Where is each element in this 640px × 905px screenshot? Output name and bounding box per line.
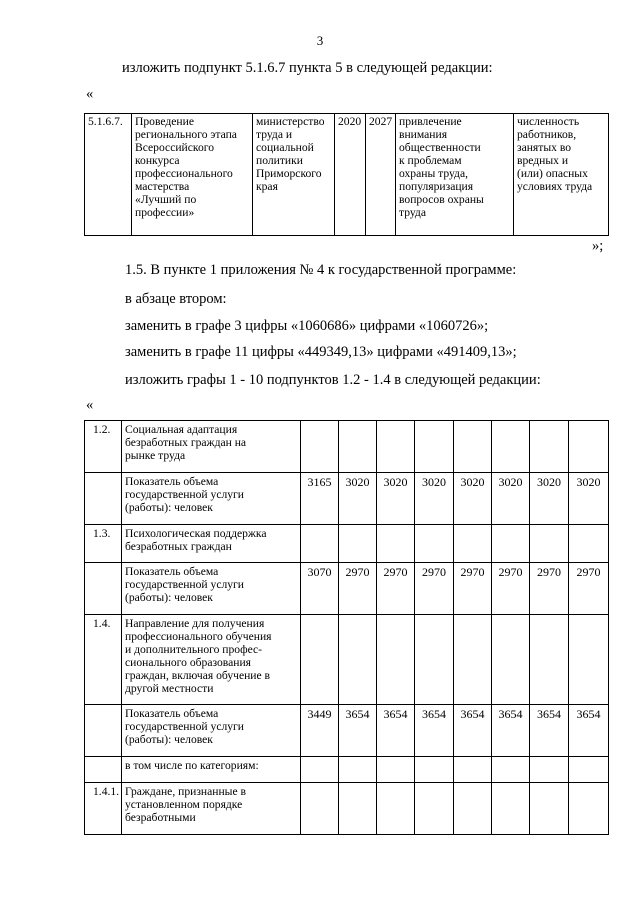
text-line: министерство bbox=[256, 115, 325, 128]
cell-value bbox=[569, 421, 609, 473]
cell-value: 3165 bbox=[301, 473, 339, 525]
close-quote-1: »; bbox=[592, 238, 604, 254]
text-line: Психологическая поддержка bbox=[125, 527, 267, 540]
cell-value: 3654 bbox=[377, 705, 415, 757]
cell-value bbox=[492, 783, 530, 835]
cell-name bbox=[122, 563, 301, 615]
cell-value: 3654 bbox=[492, 705, 530, 757]
text-line: профессионального bbox=[135, 167, 233, 180]
text-line: (или) опасных bbox=[517, 167, 588, 180]
text-line: сионального образования bbox=[125, 656, 251, 669]
text-line: Проведение bbox=[135, 115, 194, 128]
text-line: (работы): человек bbox=[125, 733, 213, 746]
text-line: безработными bbox=[125, 811, 196, 824]
cell-responsible bbox=[253, 114, 335, 236]
text-line: вредных и bbox=[517, 154, 569, 167]
cell-value: 3449 bbox=[301, 705, 339, 757]
cell-value bbox=[339, 783, 377, 835]
cell-value bbox=[530, 525, 569, 563]
table-row bbox=[85, 757, 609, 783]
text-line: безработных граждан на bbox=[125, 436, 247, 449]
cell-value: 3654 bbox=[530, 705, 569, 757]
cell-value bbox=[339, 421, 377, 473]
cell-value: 3654 bbox=[569, 705, 609, 757]
paragraph-abzac: в абзаце втором: bbox=[125, 291, 227, 307]
text-line: регионального этапа bbox=[135, 128, 237, 141]
text-line: государственной услуги bbox=[125, 720, 245, 733]
cell-value bbox=[301, 421, 339, 473]
cell-value bbox=[492, 757, 530, 783]
table-row bbox=[85, 421, 609, 473]
cell-value bbox=[492, 421, 530, 473]
cell-value: 2970 bbox=[415, 563, 454, 615]
cell-value bbox=[569, 783, 609, 835]
cell-value: 3020 bbox=[415, 473, 454, 525]
cell-value: 3020 bbox=[569, 473, 609, 525]
cell-value bbox=[569, 525, 609, 563]
cell-value bbox=[415, 615, 454, 705]
text-line: мастерства bbox=[135, 180, 190, 193]
text-line: условиях труда bbox=[517, 180, 593, 193]
text-line: Граждане, признанные в bbox=[125, 785, 246, 798]
text-line: вопросов охраны bbox=[399, 193, 484, 206]
text-line: другой местности bbox=[125, 682, 214, 695]
text-line: профессии» bbox=[135, 206, 195, 219]
cell-value bbox=[530, 615, 569, 705]
text-line: граждан, включая обучение в bbox=[125, 669, 271, 682]
cell-value: 3020 bbox=[377, 473, 415, 525]
cell-code: 1.2. bbox=[85, 421, 122, 473]
cell-value: 3654 bbox=[415, 705, 454, 757]
text-line: к проблемам bbox=[399, 154, 462, 167]
cell-name bbox=[122, 757, 301, 783]
cell-value bbox=[415, 757, 454, 783]
text-line: работников, bbox=[517, 128, 577, 141]
text-line: труда bbox=[399, 206, 426, 219]
text-line: установленном порядке bbox=[125, 798, 243, 811]
cell-value bbox=[377, 525, 415, 563]
cell-value: 3020 bbox=[530, 473, 569, 525]
cell-code bbox=[85, 563, 122, 615]
text-line: рынке труда bbox=[125, 449, 186, 462]
paragraph-replace-col11: заменить в графе 11 цифры «449349,13» цифрами «491409,13»; bbox=[125, 344, 517, 360]
text-line: численность bbox=[517, 115, 580, 128]
cell-value bbox=[301, 615, 339, 705]
cell-value bbox=[301, 757, 339, 783]
text-line: охраны труда, bbox=[399, 167, 469, 180]
cell-value bbox=[377, 757, 415, 783]
cell-value bbox=[301, 525, 339, 563]
text-line: края bbox=[256, 180, 278, 193]
cell-value: 3070 bbox=[301, 563, 339, 615]
text-line: политики bbox=[256, 154, 303, 167]
cell-value: 3654 bbox=[339, 705, 377, 757]
text-line: в том числе по категориям: bbox=[125, 759, 259, 772]
cell-value bbox=[530, 783, 569, 835]
text-line: Социальная адаптация bbox=[125, 423, 238, 436]
cell-code bbox=[85, 473, 122, 525]
cell-value bbox=[454, 783, 492, 835]
text-line: привлечение bbox=[399, 115, 462, 128]
cell-name bbox=[122, 473, 301, 525]
paragraph-restate: изложить графы 1 - 10 подпунктов 1.2 - 1.4 в следующей редакции: bbox=[125, 372, 541, 388]
text-line: государственной услуги bbox=[125, 488, 245, 501]
open-quote-2: « bbox=[86, 397, 94, 413]
cell-value bbox=[454, 615, 492, 705]
text-line: Показатель объема bbox=[125, 475, 219, 488]
table-subpoint-5-1-6-7 bbox=[84, 113, 609, 236]
text-line: занятых во bbox=[517, 141, 572, 154]
cell-name bbox=[122, 615, 301, 705]
cell-year-end: 2027 bbox=[366, 114, 396, 236]
cell-value bbox=[530, 421, 569, 473]
table-row bbox=[85, 473, 609, 525]
text-line: «Лучший по bbox=[135, 193, 197, 206]
text-line: социальной bbox=[256, 141, 314, 154]
cell-value bbox=[530, 757, 569, 783]
cell-name bbox=[122, 421, 301, 473]
paragraph-1-5: 1.5. В пункте 1 приложения № 4 к государственной программе: bbox=[125, 262, 517, 278]
text-line: внимания bbox=[399, 128, 448, 141]
text-line: Направление для получения bbox=[125, 617, 265, 630]
cell-event-name bbox=[132, 114, 253, 236]
table-row bbox=[85, 783, 609, 835]
cell-value bbox=[454, 525, 492, 563]
cell-name bbox=[122, 705, 301, 757]
cell-value: 2970 bbox=[530, 563, 569, 615]
cell-value: 3020 bbox=[492, 473, 530, 525]
table-row bbox=[85, 525, 609, 563]
text-line: труда и bbox=[256, 128, 293, 141]
cell-value bbox=[301, 783, 339, 835]
text-line: безработных граждан bbox=[125, 540, 232, 553]
cell-indicator bbox=[514, 114, 609, 236]
cell-code: 1.3. bbox=[85, 525, 122, 563]
cell-value bbox=[415, 525, 454, 563]
text-line: популяризация bbox=[399, 180, 474, 193]
cell-code: 5.1.6.7. bbox=[85, 114, 132, 236]
cell-value bbox=[492, 615, 530, 705]
cell-code bbox=[85, 757, 122, 783]
cell-value bbox=[454, 421, 492, 473]
cell-value: 3020 bbox=[339, 473, 377, 525]
cell-value bbox=[377, 421, 415, 473]
page-number: 3 bbox=[316, 33, 324, 48]
text-line: и дополнительного профес- bbox=[125, 643, 263, 656]
table-row bbox=[85, 563, 609, 615]
text-line: (работы): человек bbox=[125, 591, 213, 604]
cell-value bbox=[569, 757, 609, 783]
text-line: Всероссийского bbox=[135, 141, 214, 154]
cell-code: 1.4. bbox=[85, 615, 122, 705]
text-line: Показатель объема bbox=[125, 565, 219, 578]
cell-value bbox=[492, 525, 530, 563]
text-line: Показатель объема bbox=[125, 707, 219, 720]
text-line: (работы): человек bbox=[125, 501, 213, 514]
paragraph-replace-col3: заменить в графе 3 цифры «1060686» цифрами «1060726»; bbox=[125, 318, 489, 334]
cell-name bbox=[122, 783, 301, 835]
table-row bbox=[85, 705, 609, 757]
cell-value bbox=[339, 757, 377, 783]
text-line: профессионального обучения bbox=[125, 630, 272, 643]
cell-value bbox=[415, 783, 454, 835]
cell-value: 2970 bbox=[377, 563, 415, 615]
open-quote-1: « bbox=[86, 86, 94, 102]
intro-line: изложить подпункт 5.1.6.7 пункта 5 в следующей редакции: bbox=[122, 60, 493, 76]
cell-result bbox=[396, 114, 514, 236]
table-row bbox=[85, 615, 609, 705]
cell-code: 1.4.1. bbox=[85, 783, 122, 835]
cell-value: 2970 bbox=[569, 563, 609, 615]
cell-value bbox=[415, 421, 454, 473]
cell-value bbox=[339, 615, 377, 705]
cell-value: 3654 bbox=[454, 705, 492, 757]
cell-value bbox=[377, 783, 415, 835]
cell-code bbox=[85, 705, 122, 757]
cell-value bbox=[377, 615, 415, 705]
cell-value: 3020 bbox=[454, 473, 492, 525]
cell-value bbox=[569, 615, 609, 705]
table-subpoints-1-2-1-4 bbox=[84, 420, 609, 835]
cell-value: 2970 bbox=[339, 563, 377, 615]
cell-value: 2970 bbox=[454, 563, 492, 615]
cell-value: 2970 bbox=[492, 563, 530, 615]
text-line: конкурса bbox=[135, 154, 180, 167]
text-line: общественности bbox=[399, 141, 481, 154]
cell-name bbox=[122, 525, 301, 563]
cell-value bbox=[454, 757, 492, 783]
cell-year-start: 2020 bbox=[335, 114, 366, 236]
text-line: государственной услуги bbox=[125, 578, 245, 591]
cell-value bbox=[339, 525, 377, 563]
text-line: Приморского bbox=[256, 167, 322, 180]
